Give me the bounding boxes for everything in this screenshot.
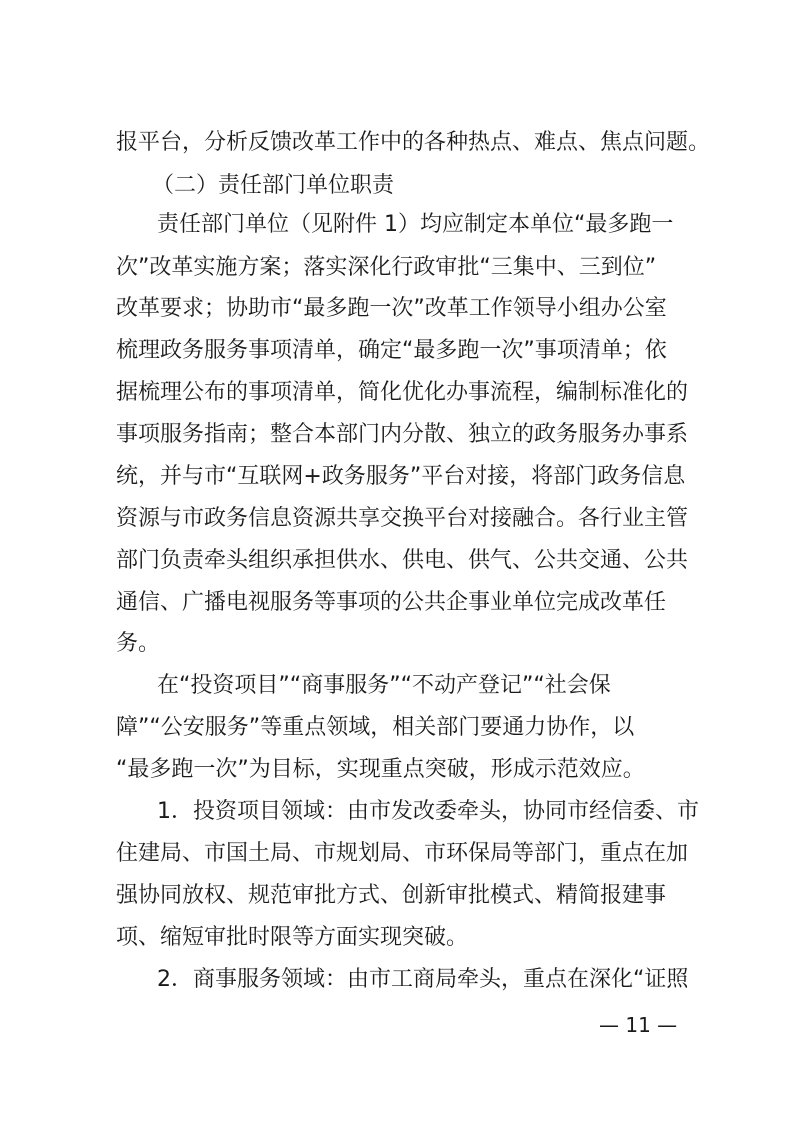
text-line-21: 2．商事服务领域：由市工商局牵头，重点在深化“证照 — [157, 967, 689, 992]
text-line-11: 部门负责牵头组织承担供水、供电、供气、公共交通、公共 — [116, 548, 689, 573]
text-line-14: 在“投资项目”“商事服务”“不动产登记”“社会保 — [157, 673, 611, 698]
text-line-3: 责任部门单位（见附件 1）均应制定本单位“最多跑一 — [157, 212, 674, 237]
text-line-15: 障”“公安服务”等重点领域，相关部门要通力协作，以 — [116, 715, 635, 740]
text-line-10: 资源与市政务信息资源共享交换平台对接融合。各行业主管 — [116, 506, 689, 531]
text-line-8: 事项服务指南；整合本部门内分散、独立的政务服务办事系 — [116, 422, 689, 447]
text-line-12: 通信、广播电视服务等事项的公共企事业单位完成改革任 — [116, 590, 667, 615]
text-line-19: 强协同放权、规范审批方式、创新审批模式、精简报建事 — [116, 883, 667, 908]
text-line-9: 统，并与市“互联网+政务服务”平台对接，将部门政务信息 — [116, 464, 686, 489]
text-line-17: 1．投资项目领域：由市发改委牵头，协同市经信委、市 — [157, 799, 699, 824]
text-line-20: 项、缩短审批时限等方面实现突破。 — [116, 925, 469, 950]
text-line-7: 据梳理公布的事项清单，简化优化办事流程，编制标准化的 — [116, 380, 689, 405]
text-line-1: 报平台，分析反馈改革工作中的各种热点、难点、焦点问题。 — [116, 130, 711, 155]
text-line-18: 住建局、市国土局、市规划局、市环保局等部门，重点在加 — [116, 841, 689, 866]
text-line-5: 改革要求；协助市“最多跑一次”改革工作领导小组办公室 — [116, 296, 667, 321]
text-line-4: 次”改革实施方案；落实深化行政审批“三集中、三到位” — [116, 255, 657, 280]
page-number: — 11 — — [599, 1013, 678, 1037]
text-line-16: “最多跑一次”为目标，实现重点突破，形成示范效应。 — [116, 757, 645, 782]
text-line-6: 梳理政务服务事项清单，确定“最多跑一次”事项清单；依 — [116, 338, 667, 363]
text-line-13: 务。 — [116, 631, 161, 656]
section-heading: （二）责任部门单位职责 — [152, 173, 395, 198]
